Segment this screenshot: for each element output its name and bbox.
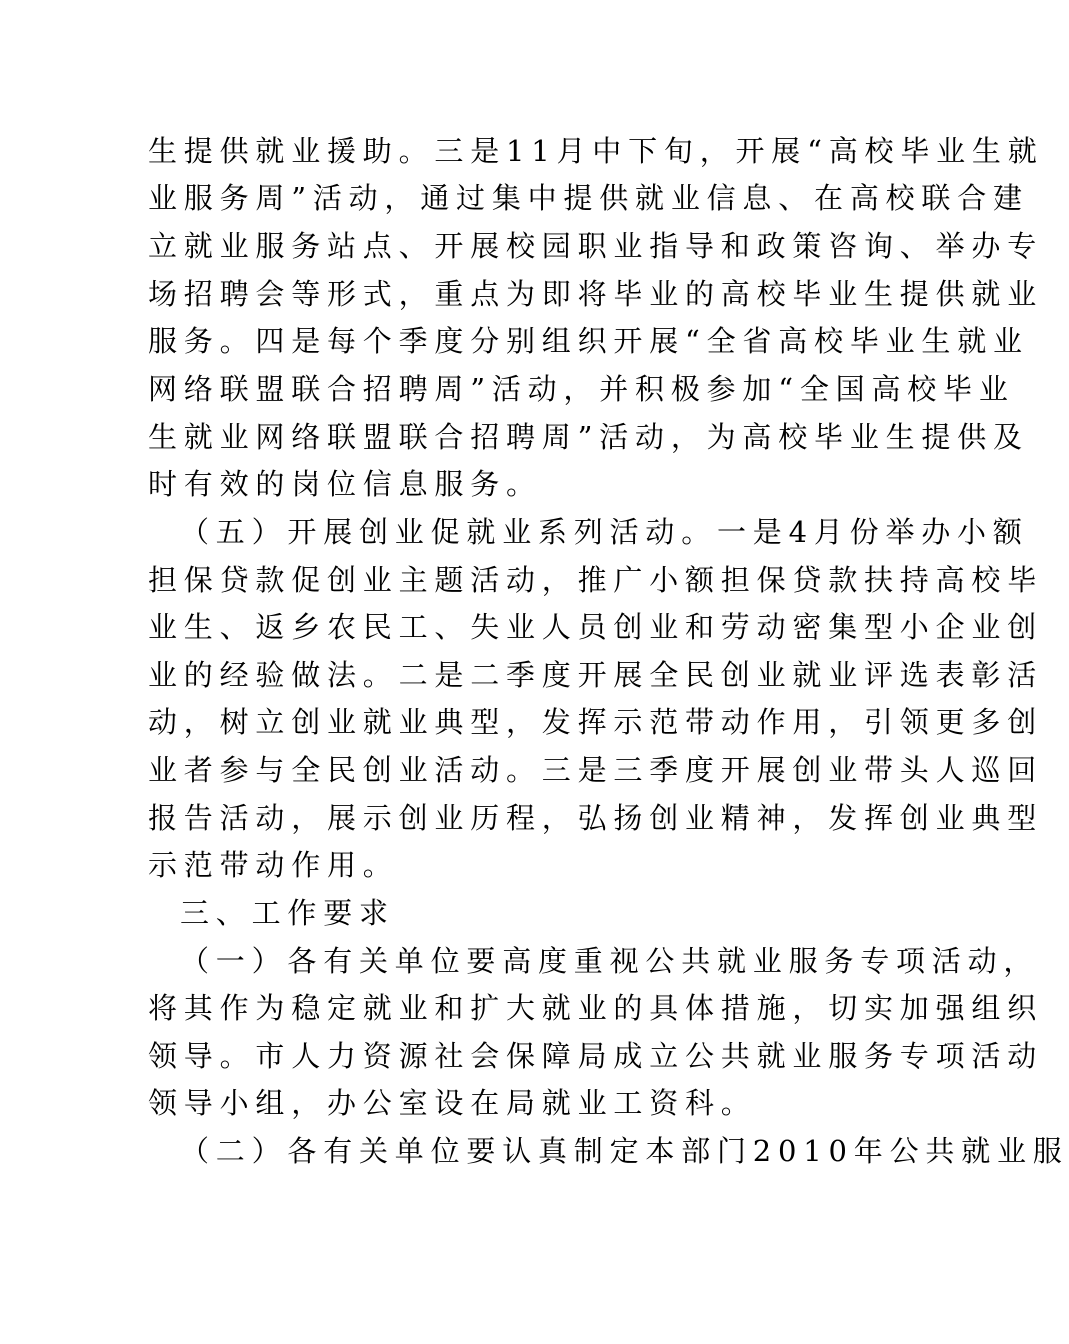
text-line: 时有效的岗位信息服务。	[148, 467, 542, 501]
text-line: 动，树立创业就业典型，发挥示范带动作用，引领更多创	[148, 705, 1044, 739]
text-line: 业的经验做法。二是二季度开展全民创业就业评选表彰活	[148, 658, 1044, 692]
text-line: 立就业服务站点、开展校园职业指导和政策咨询、举办专	[148, 229, 1044, 263]
text-line: 示范带动作用。	[148, 848, 399, 882]
text-line: 将其作为稳定就业和扩大就业的具体措施，切实加强组织	[148, 991, 1044, 1025]
text-line: 网络联盟联合招聘周”活动，并积极参加“全国高校毕业	[148, 372, 1015, 406]
text-line: 生提供就业援助。三是11月中下旬，开展“高校毕业生就	[148, 134, 1044, 168]
text-line: 领导小组，办公室设在局就业工资科。	[148, 1086, 757, 1120]
text-line: 担保贷款促创业主题活动，推广小额担保贷款扶持高校毕	[148, 563, 1044, 597]
text-line: 业者参与全民创业活动。三是三季度开展创业带头人巡回	[148, 753, 1044, 787]
text-line: 领导。市人力资源社会保障局成立公共就业服务专项活动	[148, 1039, 1044, 1073]
section-heading: 三、工作要求	[180, 896, 395, 930]
text-line: 业生、返乡农民工、失业人员创业和劳动密集型小企业创	[148, 610, 1044, 644]
text-line: 生就业网络联盟联合招聘周”活动，为高校毕业生提供及	[148, 420, 1029, 454]
paragraph-first-line: （一）各有关单位要高度重视公共就业服务专项活动，	[180, 944, 1040, 978]
text-line: 业服务周”活动，通过集中提供就业信息、在高校联合建	[148, 181, 1029, 215]
paragraph-first-line: （二）各有关单位要认真制定本部门2010年公共就业服	[180, 1134, 1069, 1168]
text-line: 服务。四是每个季度分别组织开展“全省高校毕业生就业	[148, 324, 1029, 358]
text-line: 报告活动，展示创业历程，弘扬创业精神，发挥创业典型	[148, 801, 1044, 835]
paragraph-first-line: （五）开展创业促就业系列活动。一是4月份举办小额	[180, 515, 1029, 549]
text-line: 场招聘会等形式，重点为即将毕业的高校毕业生提供就业	[148, 277, 1044, 311]
